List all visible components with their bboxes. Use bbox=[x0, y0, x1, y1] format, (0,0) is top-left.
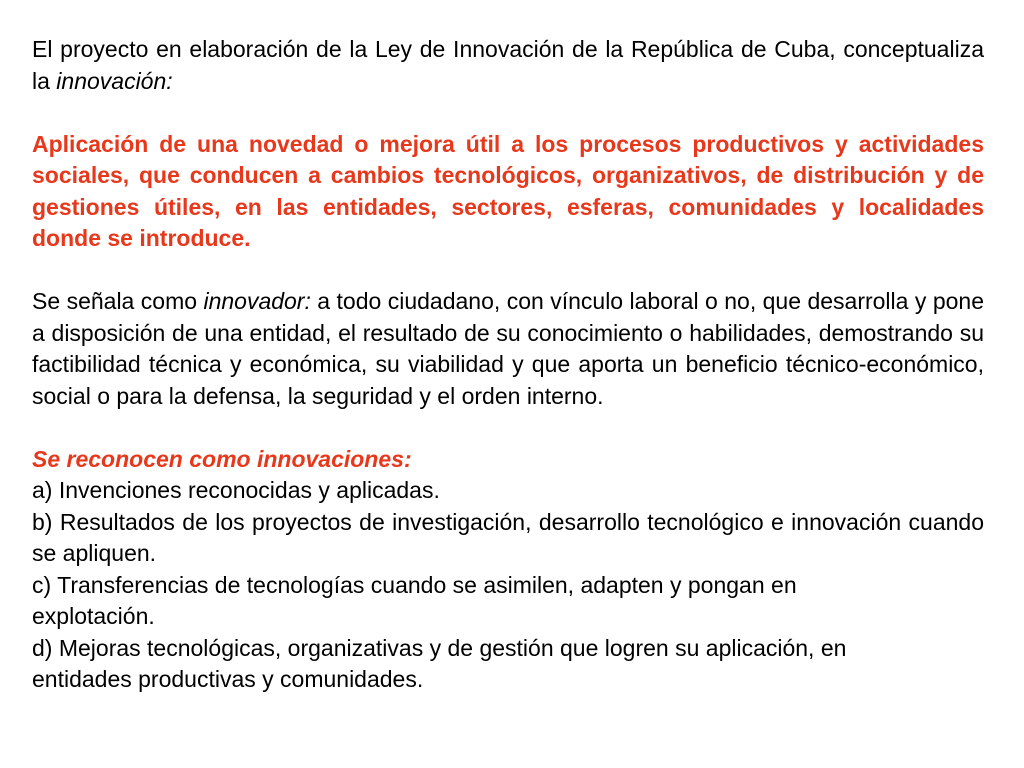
spacer bbox=[32, 412, 984, 444]
definition-paragraph: Aplicación de una novedad o mejora útil a los procesos productivos y actividades sociales, que conducen a cambios tecnológicos, organizativos, de distribución y de gestiones útiles, en las entidades, sectores, esferas, comunidades y localidades donde se introduce. bbox=[32, 130, 984, 251]
spacer bbox=[32, 97, 984, 129]
intro-paragraph bbox=[32, 34, 984, 97]
intro-emphasis: innovación: bbox=[56, 67, 173, 94]
innovator-paragraph bbox=[32, 286, 984, 412]
slide-body bbox=[32, 34, 984, 696]
innovator-text-after: a todo ciudadano, con vínculo laboral o no, que desarrolla y pone a disposición de una entidad, el resultado de su conocimiento o habilidades, demostrando su factibilidad técnica y económica, su viabilidad y que aporta un beneficio técnico-económico, social o para la defensa, la seguridad y el orden interno. bbox=[32, 288, 984, 409]
list-item-d: d) Mejoras tecnológicas, organizativas y de gestión que logren su aplicación, en entidades productivas y comunidades. bbox=[32, 634, 847, 692]
innovator-text-before: Se señala como bbox=[32, 288, 204, 314]
innovator-emphasis: innovador: bbox=[203, 288, 311, 314]
list-item-b: b) Resultados de los proyectos de investigación, desarrollo tecnológico e innovación cuando se apliquen. bbox=[32, 508, 984, 566]
recognized-title: Se reconocen como innovaciones: bbox=[32, 445, 412, 472]
spacer bbox=[32, 255, 984, 287]
list-item-a: a) Invenciones reconocidas y aplicadas. bbox=[32, 477, 440, 503]
list-item-c: c) Transferencias de tecnologías cuando se asimilen, adapten y pongan en explotación. bbox=[32, 571, 797, 629]
intro-text: El proyecto en elaboración de la Ley de Innovación de la República de Cuba, conceptualiza la bbox=[32, 36, 984, 94]
